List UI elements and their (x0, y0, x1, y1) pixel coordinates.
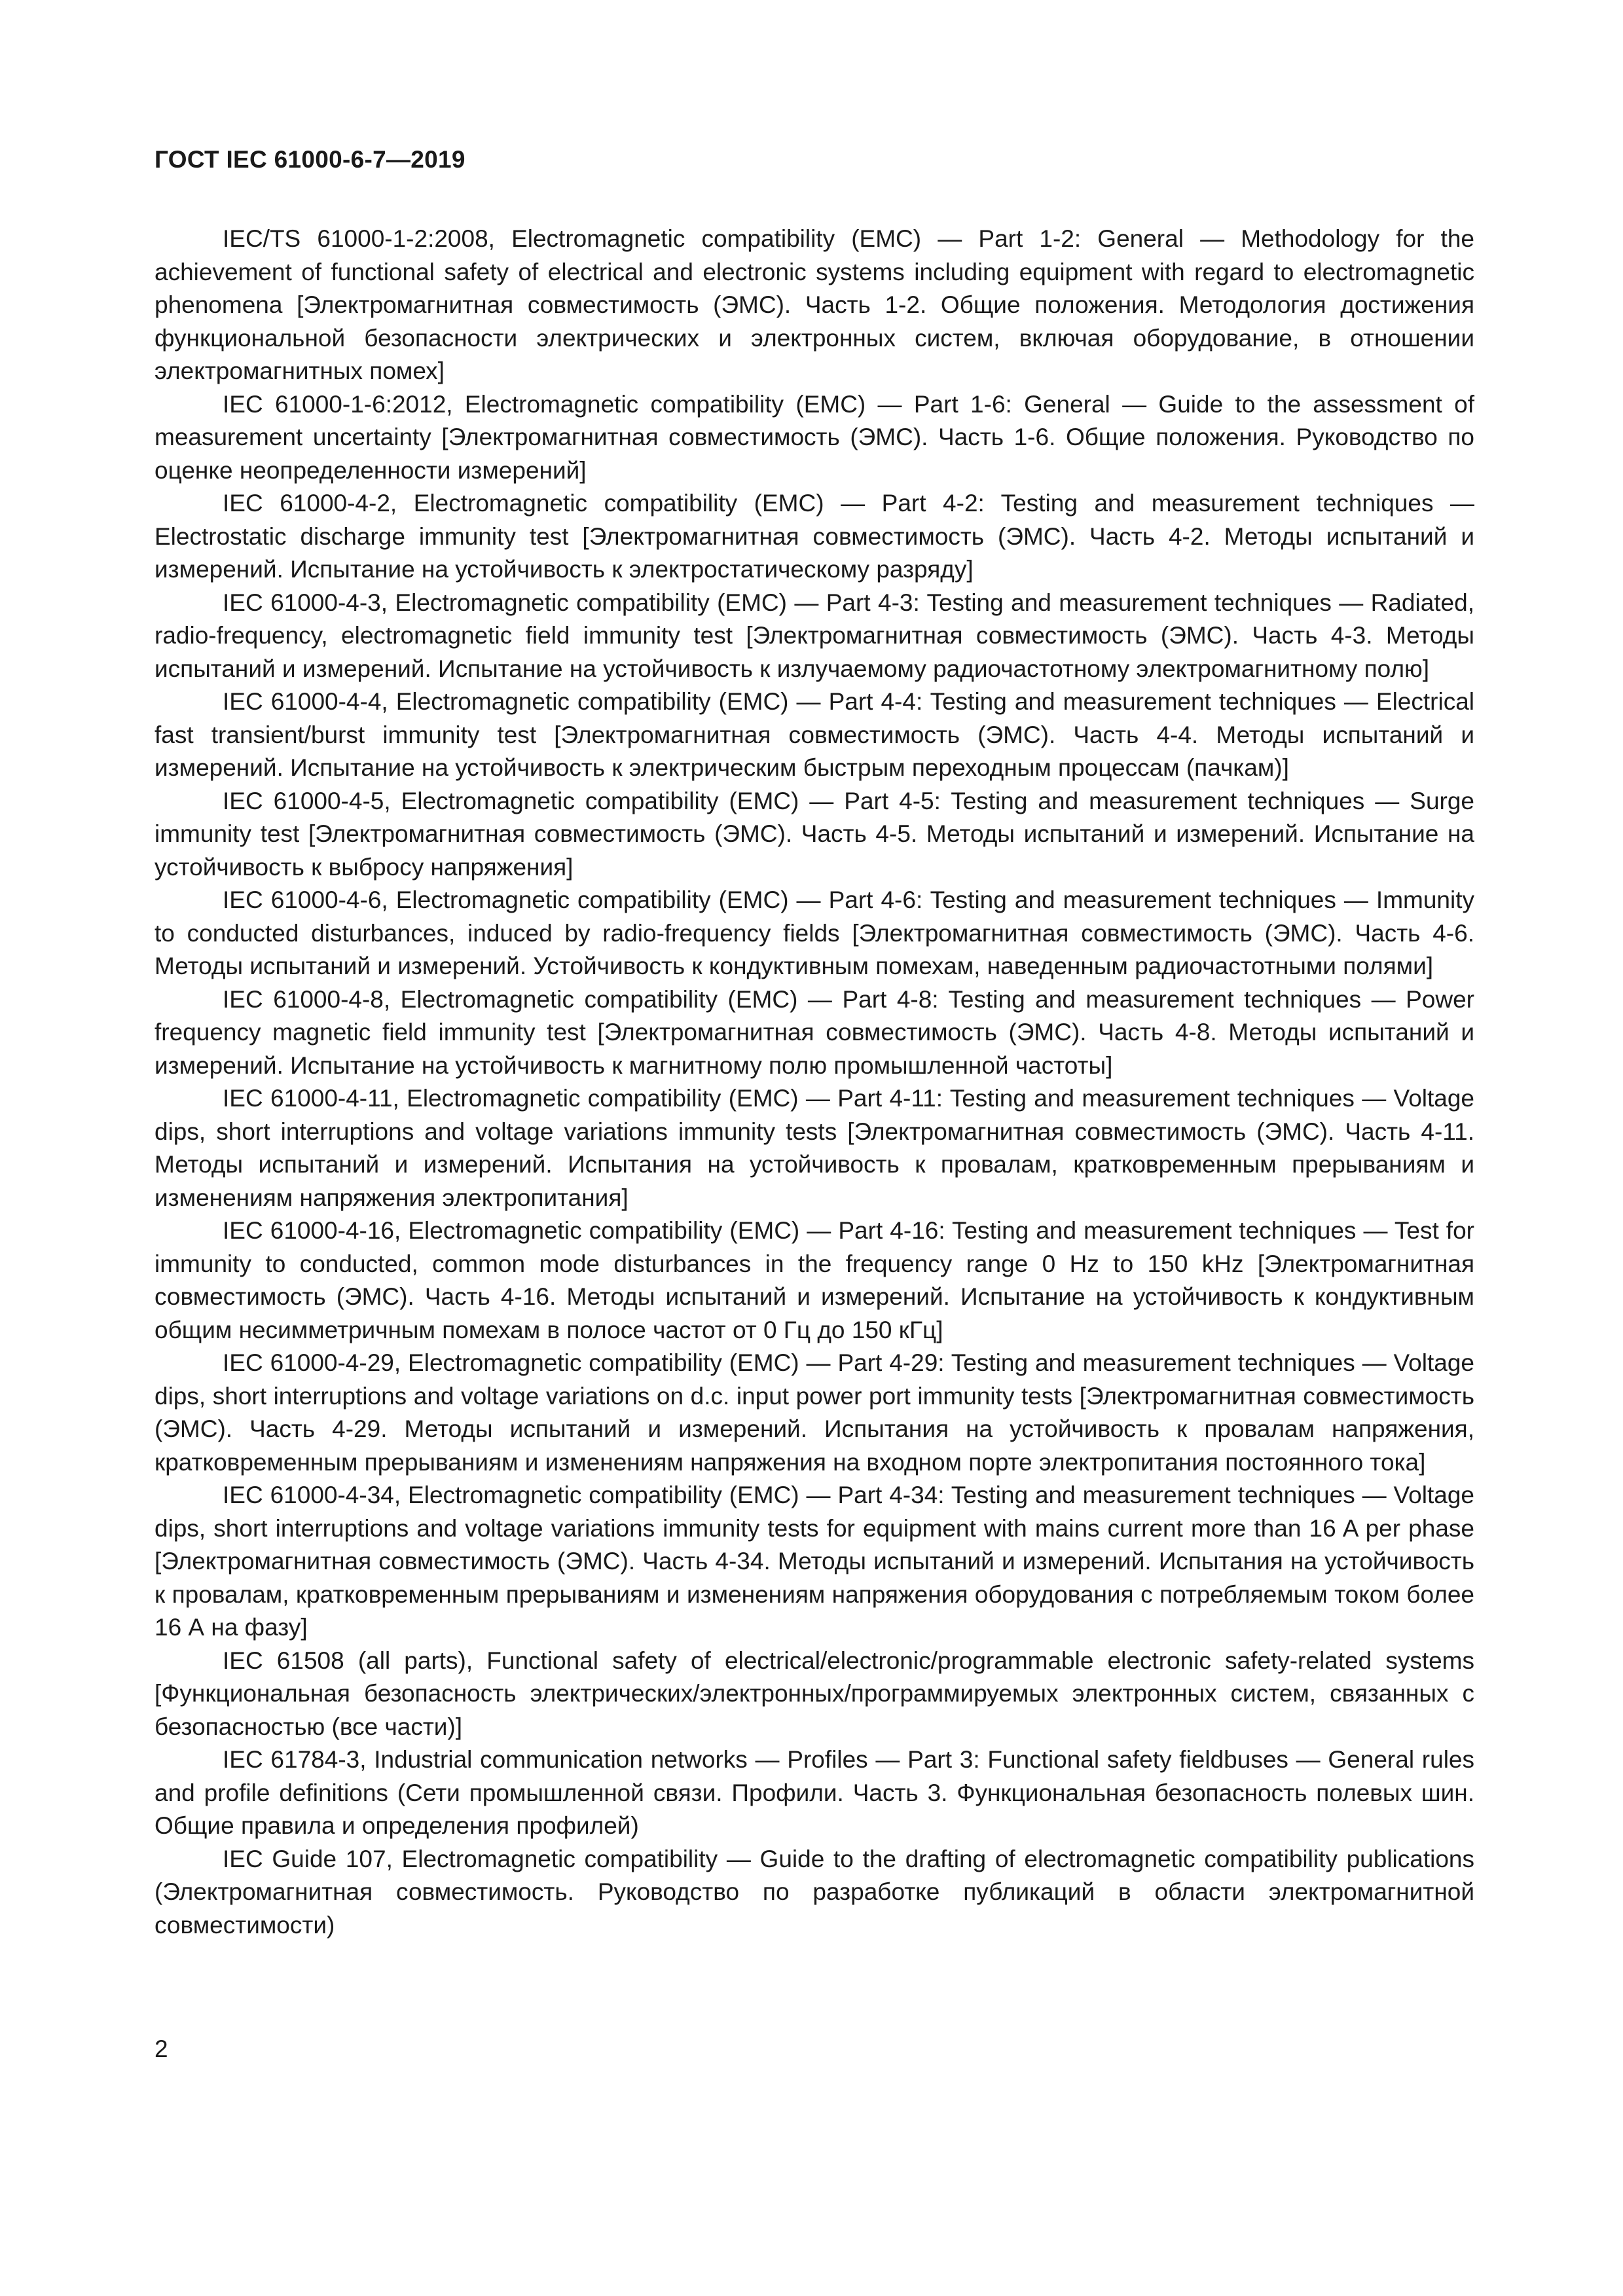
document-code-header: ГОСТ IEC 61000-6-7—2019 (155, 146, 465, 173)
reference-entry: IEC 61000-4-3, Electromagnetic compatibility (EMC) — Part 4-3: Testing and measurement techniques — Radiated, radio-frequency, electromagnetic field immunity test [Электромагнитная совместимость (ЭМС). Часть 4-3. Методы испытаний и измерений. Испытание на устойчивость к излучаемому радиочастотному электромагнитному полю] (155, 589, 1474, 682)
reference-entry: IEC Guide 107, Electromagnetic compatibility — Guide to the drafting of electromagnetic compatibility publications (Электромагнитная совместимость. Руководство по разработке публикаций в области электромагнитной совместимости) (155, 1845, 1474, 1939)
reference-entry: IEC/TS 61000-1-2:2008, Electromagnetic compatibility (EMC) — Part 1-2: General — Methodology for the achievement of functional safety of electrical and electronic systems including equipment with regard to electromagnetic phenomena [Электромагнитная совместимость (ЭМС). Часть 1-2. Общие положения. Методология достижения функциональной безопасности электрических и электронных систем, включая оборудование, в отношении электромагнитных помех] (155, 225, 1474, 384)
reference-entry: IEC 61000-4-4, Electromagnetic compatibility (EMC) — Part 4-4: Testing and measurement techniques — Electrical fast transient/burst immunity test [Электромагнитная совместимость (ЭМС). Часть 4-4. Методы испытаний и измерений. Испытание на устойчивость к электрическим быстрым переходным процессам (пачкам)] (155, 688, 1474, 781)
reference-entry: IEC 61000-4-8, Electromagnetic compatibility (EMC) — Part 4-8: Testing and measurement techniques — Power frequency magnetic field immunity test [Электромагнитная совместимость (ЭМС). Часть 4-8. Методы испытаний и измерений. Испытание на устойчивость к магнитному полю промышленной частоты] (155, 985, 1474, 1079)
reference-entry: IEC 61000-4-2, Electromagnetic compatibility (EMC) — Part 4-2: Testing and measurement techniques — Electrostatic discharge immunity test [Электромагнитная совместимость (ЭМС). Часть 4-2. Методы испытаний и измерений. Испытание на устойчивость к электростатическому разряду] (155, 490, 1474, 583)
reference-entry: IEC 61000-4-6, Electromagnetic compatibility (EMC) — Part 4-6: Testing and measurement techniques — Immunity to conducted disturbances, induced by radio-frequency fields [Электромагнитная совместимость (ЭМС). Часть 4-6. Методы испытаний и измерений. Устойчивость к кондуктивным помехам, наведенным радиочастотными полями] (155, 886, 1474, 979)
reference-entry: IEC 61000-4-11, Electromagnetic compatibility (EMC) — Part 4-11: Testing and measurement techniques — Voltage dips, short interruptions and voltage variations immunity tests [Электромагнитная совместимость (ЭМС). Часть 4-11. Методы испытаний и измерений. Испытания на устойчивость к провалам, кратковременным прерываниям и изменениям напряжения электропитания] (155, 1085, 1474, 1211)
reference-entry: IEC 61508 (all parts), Functional safety of electrical/electronic/programmable electronic safety-related systems [Функциональная безопасность электрических/электронных/программируемых электронных систем, связанных с безопасностью (все части)] (155, 1647, 1474, 1740)
page-number: 2 (155, 2035, 168, 2062)
reference-entry: IEC 61000-4-16, Electromagnetic compatibility (EMC) — Part 4-16: Testing and measurement techniques — Test for immunity to conducted, common mode disturbances in the frequency range 0 Hz to 150 kHz [Электромагнитная совместимость (ЭМС). Часть 4-16. Методы испытаний и измерений. Испытание на устойчивость к кондуктивным общим несимметричным помехам в полосе частот от 0 Гц до 150 кГц] (155, 1217, 1474, 1343)
reference-entry: IEC 61000-4-34, Electromagnetic compatibility (EMC) — Part 4-34: Testing and measurement techniques — Voltage dips, short interruptions and voltage variations immunity tests for equipment with mains current more than 16 A per phase [Электромагнитная совместимость (ЭМС). Часть 4-34. Методы испытаний и измерений. Испытания на устойчивость к провалам, кратковременным прерываниям и изменениям напряжения оборудования с потребляемым током более 16 А на фазу] (155, 1482, 1474, 1641)
reference-entry: IEC 61784-3, Industrial communication networks — Profiles — Part 3: Functional safety fieldbuses — General rules and profile definitions (Сети промышленной связи. Профили. Часть 3. Функциональная безопасность полевых шин. Общие правила и определения профилей) (155, 1746, 1474, 1839)
reference-entry: IEC 61000-1-6:2012, Electromagnetic compatibility (EMC) — Part 1-6: General — Guide to the assessment of measurement uncertainty [Электромагнитная совместимость (ЭМС). Часть 1-6. Общие положения. Руководство по оценке неопределенности измерений] (155, 390, 1474, 484)
normative-references-list (155, 223, 1474, 1942)
reference-entry: IEC 61000-4-29, Electromagnetic compatibility (EMC) — Part 4-29: Testing and measurement techniques — Voltage dips, short interruptions and voltage variations on d.c. input power port immunity tests [Электромагнитная совместимость (ЭМС). Часть 4-29. Методы испытаний и измерений. Испытания на устойчивость к провалам напряжения, кратковременным прерываниям и изменениям напряжения на входном порте электропитания постоянного тока] (155, 1349, 1474, 1476)
reference-entry: IEC 61000-4-5, Electromagnetic compatibility (EMC) — Part 4-5: Testing and measurement techniques — Surge immunity test [Электромагнитная совместимость (ЭМС). Часть 4-5. Методы испытаний и измерений. Испытание на устойчивость к выбросу напряжения] (155, 787, 1474, 881)
